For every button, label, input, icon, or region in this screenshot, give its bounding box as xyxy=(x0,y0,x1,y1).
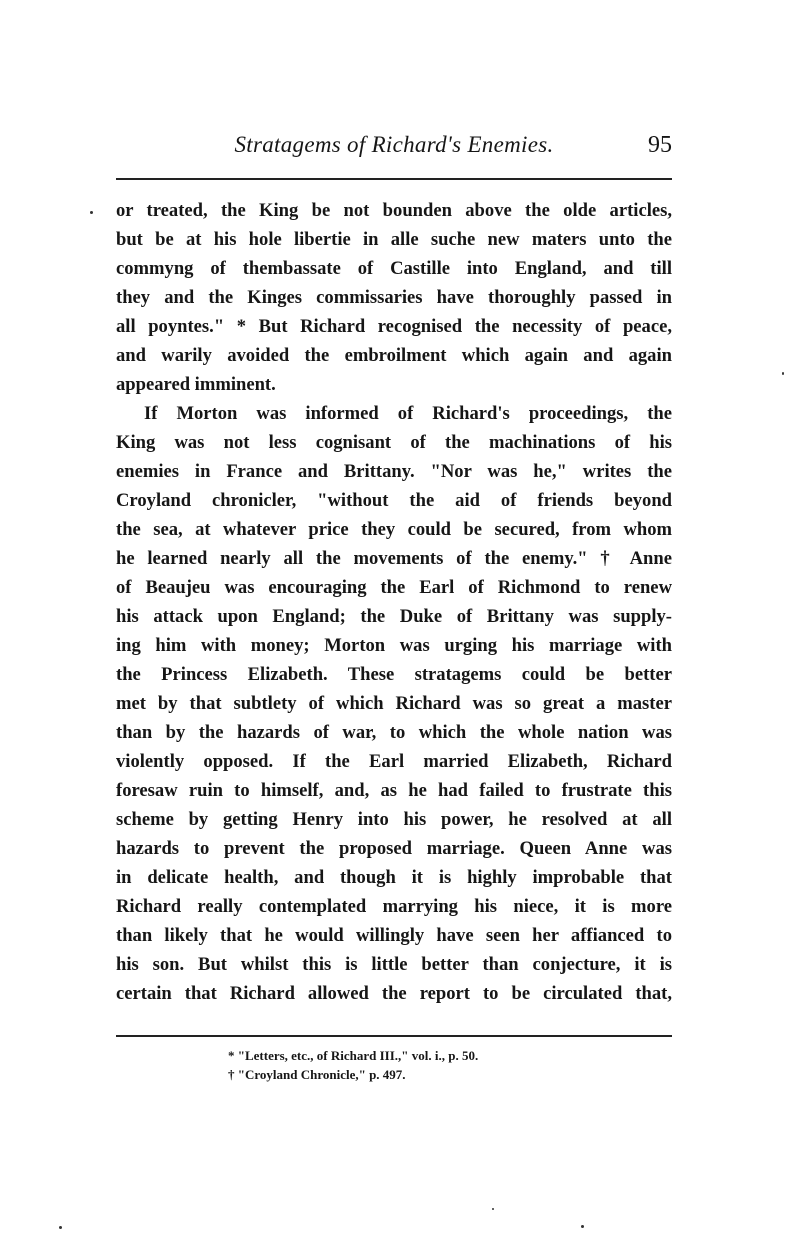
text-line: certain that Richard allowed the report to be circulated that, xyxy=(116,983,672,1004)
footnote: * "Letters, etc., of Richard III.," vol. i., p. 50. xyxy=(228,1048,479,1063)
text-line: enemies in France and Brittany. "Nor was he," writes the xyxy=(116,461,672,482)
text-line: his attack upon England; the Duke of Brittany was supply- xyxy=(116,606,672,627)
running-title: Stratagems of Richard's Enemies. xyxy=(234,132,554,157)
footnote: † "Croyland Chronicle," p. 497. xyxy=(228,1067,406,1082)
text-line: his son. But whilst this is little better than conjecture, it is xyxy=(116,954,672,975)
footnotes xyxy=(228,1046,648,1084)
text-line: scheme by getting Henry into his power, he resolved at all xyxy=(116,809,672,830)
text-line: but be at his hole libertie in alle suche new maters unto the xyxy=(116,229,672,250)
text-line: met by that subtlety of which Richard was so great a master xyxy=(116,693,672,714)
text-line: appeared imminent. xyxy=(116,374,276,395)
text-line: commyng of thembassate of Castille into England, and till xyxy=(116,258,672,279)
text-line: they and the Kinges commissaries have thoroughly passed in xyxy=(116,287,672,308)
text-line: If Morton was informed of Richard's proceedings, the xyxy=(144,403,672,424)
text-line: hazards to prevent the proposed marriage. Queen Anne was xyxy=(116,838,672,859)
scan-speck xyxy=(782,372,784,375)
text-line: Croyland chronicler, "without the aid of friends beyond xyxy=(116,490,672,511)
paragraph-1 xyxy=(116,196,672,399)
text-line: King was not less cognisant of the machinations of his xyxy=(116,432,672,453)
page-header xyxy=(116,128,672,168)
paragraph-2 xyxy=(116,399,672,1008)
footnote-rule xyxy=(116,1035,672,1037)
text-line: and warily avoided the embroilment which again and again xyxy=(116,345,672,366)
scan-speck xyxy=(581,1225,584,1228)
scan-speck xyxy=(90,211,93,214)
text-line: than likely that he would willingly have seen her affianced to xyxy=(116,925,672,946)
text-line: violently opposed. If the Earl married Elizabeth, Richard xyxy=(116,751,672,772)
text-line: in delicate health, and though it is highly improbable that xyxy=(116,867,672,888)
text-line: he learned nearly all the movements of the enemy." † Anne xyxy=(116,548,672,569)
text-line: the Princess Elizabeth. These stratagems could be better xyxy=(116,664,672,685)
text-line: the sea, at whatever price they could be secured, from whom xyxy=(116,519,672,540)
header-rule xyxy=(116,178,672,180)
text-line: ing him with money; Morton was urging his marriage with xyxy=(116,635,672,656)
body-text xyxy=(116,196,672,1008)
text-line: foresaw ruin to himself, and, as he had failed to frustrate this xyxy=(116,780,672,801)
text-line: than by the hazards of war, to which the whole nation was xyxy=(116,722,672,743)
scan-speck xyxy=(492,1208,494,1210)
text-line: all poyntes." * But Richard recognised the necessity of peace, xyxy=(116,316,672,337)
text-line: or treated, the King be not bounden above the olde articles, xyxy=(116,200,672,221)
scan-speck xyxy=(59,1226,62,1229)
text-line: Richard really contemplated marrying his niece, it is more xyxy=(116,896,672,917)
text-line: of Beaujeu was encouraging the Earl of Richmond to renew xyxy=(116,577,672,598)
page-number: 95 xyxy=(648,132,672,158)
